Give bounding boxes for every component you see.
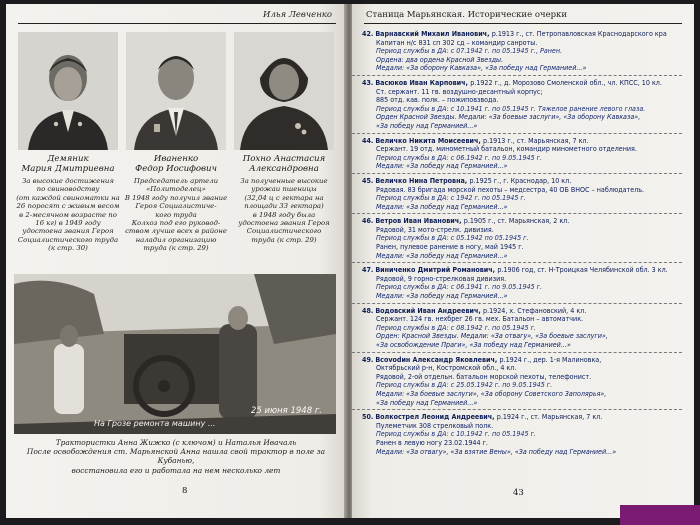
entry-divider (352, 352, 682, 353)
entry-divider (352, 262, 682, 263)
entry-awards: «За победу над Германией...» (376, 397, 478, 407)
entry-name: Величко Никита Моисеевич, (375, 135, 481, 145)
entry-divider (352, 133, 682, 134)
entry-awards: Медали: «За боевые заслуги», «За оборону Советского Заполярья», (376, 388, 607, 398)
entry-number: 49. (362, 354, 374, 364)
entry-service-period: Период службы в ДА: с 10.1942 г. по 05.1945 г. (376, 429, 536, 439)
entry-detail: Рядовой, 9 горно-стрелковая дивизия. (376, 273, 507, 283)
entry-name: Васюков Иван Карпович, (375, 77, 468, 87)
entry-detail: Рядовой, 2-ой отдельн. батальон морской пехоты, телефонист. (376, 371, 592, 381)
entry-service-period: Период службы в ДА: с 08.1942 г. по 05.1945 г. (376, 322, 536, 332)
entry-detail: Ранен, пулевое ранение в ногу, май 1945 г. (376, 242, 524, 252)
entry-detail: Сержант. 124 гв. нехбрег 26 гв. мех. Батальон – автоматчик. (376, 314, 584, 324)
left-head-rule (18, 23, 336, 24)
portrait-photo-demyanik (18, 32, 118, 150)
veteran-entries-list (362, 30, 688, 462)
entry-number: 43. (362, 77, 374, 87)
entry-birth-info: р.1924 г., дер. 1-я Малиновка, (499, 354, 602, 364)
right-page (352, 4, 694, 518)
entry-number: 47. (362, 265, 374, 275)
entry-birth-info: р.1924, х. Стефановский, 4 кл. (483, 305, 587, 315)
portrait-desc-ivanenko: Председатель артели «Политоделец» В 1948 году получил звание Героя Социалистиче- кого труда Колхоз под его руковод- ством лучше всех в районе наладил организацию труда (к стр. 29) (124, 177, 228, 253)
portrait-pokhno (232, 32, 336, 244)
entry-awards: Медали: «За победу над Германией...» (376, 201, 508, 211)
entry-name: Виниченко Дмитрий Романович, (375, 265, 496, 275)
portrait-row (16, 32, 336, 272)
entry-detail: Ранен в левую ногу 23.02.1944 г. (376, 437, 488, 447)
entry-number: 48. (362, 305, 374, 315)
portrait-name-demyanik: Демяник Мария Дмитриевна (21, 154, 115, 174)
tractor-photo-caption: Трактористки Анна Жижко (с ключом) и Наталья Ивачаль После освобождения ст. Марьянской Анна нашла свой трактор в поле за Кубанью, восстановила его и работала на нем несколько лет (26, 438, 326, 475)
portrait-name-pokhno: Похно Анастасия Александровна (242, 154, 326, 174)
entry-awards: «За освобождение Праги», «За победу над Германией...» (376, 340, 571, 349)
entry-name: Ветров Иван Иванович, (375, 216, 462, 226)
portrait-name-ivanenko: Иваненко Федор Иосифович (135, 154, 217, 174)
entry-service-period: Период службы в ДА: с 1942 г. по 05.1945 г. (376, 193, 526, 203)
entry-service-period: Период службы в ДА: с 07.1942 г. по 05.1945 г., Ранен. (376, 46, 563, 56)
right-head-rule (364, 23, 682, 24)
entry-service-period: Период службы в ДА: с 05.1942 по 05.1945 г. (376, 233, 529, 243)
entry-number: 46. (362, 216, 374, 226)
veteran-entry (362, 217, 688, 260)
entry-number: 42. (362, 29, 374, 38)
veteran-entry (362, 177, 688, 211)
entry-service-period: Период службы в ДА: с 10.1941 г. по 05.1945 г. Тяжелое ранение левого глаза. (376, 103, 646, 113)
entry-awards: Медали: «За оборону Кавказа», «За победу над Германией...» (376, 63, 587, 73)
entry-detail: Ст. сержант. 11 гв. воздушно-десантный корпус; (376, 86, 543, 96)
entry-divider (352, 173, 682, 174)
portrait-photo-ivanenko (126, 32, 226, 150)
entry-awards: Медали: «За победу над Германией...» (376, 161, 508, 171)
photo-date: 25 июня 1948 г. (250, 406, 322, 416)
left-page-number: 8 (182, 486, 188, 496)
entry-awards: Медали: «За победу над Германией...» (376, 250, 508, 260)
entry-birth-info: р.1924 г., ст. Марьянская, 7 кл. (496, 412, 603, 422)
portrait-photo-pokhno (234, 32, 334, 150)
entry-awards: Медали: «За победу над Германией...» (376, 291, 508, 301)
portrait-demyanik (16, 32, 120, 253)
entry-divider (352, 409, 682, 410)
entry-detail: Сержант. 19 отд. минометный батальон, командир минометного отделения. (376, 144, 637, 154)
entry-name: Величко Нина Петровна, (375, 175, 468, 185)
veteran-entry (362, 307, 688, 350)
entry-name: Волкострел Леонид Андреевич, (375, 412, 495, 422)
right-page-number: 43 (513, 488, 524, 498)
entry-divider (352, 303, 682, 304)
entry-name: Варнавский Михаил Иванович, (375, 29, 490, 38)
left-page (6, 4, 346, 518)
portrait-desc-demyanik: За высокие достижения по свиноводству (от каждой свиноматки на 26 поросят с живым весом в 2-месячном возрасте по 16 кг) в 1949 году удостоена звания Героя Социалистического труда (к стр. 30) (16, 177, 120, 253)
veteran-entry (362, 413, 688, 456)
entry-service-period: Период службы в ДА: с 25.05.1942 г. по 9.05.1945 г. (376, 380, 553, 390)
entry-detail: Рядовой, 31 мото-стрелк. дивизия. (376, 224, 494, 234)
veteran-entry (362, 79, 688, 131)
entry-birth-info: р.1906 год, ст. Н-Троицкая Челябинской обл. 3 кл. (497, 265, 668, 275)
veteran-entry (362, 356, 688, 408)
veteran-entry (362, 137, 688, 171)
entry-name: Водовский Иван Андреевич, (375, 305, 481, 315)
entry-number: 50. (362, 412, 374, 422)
entry-birth-info: р.1905 г., ст. Марьянская, 2 кл. (463, 216, 570, 226)
entry-awards: Орден: Красной Звезды. Медали: «За отвагу», «За боевые заслуги», (376, 331, 608, 341)
entry-detail: Пулеметчик 308 стрелковый полк. (376, 420, 494, 430)
entry-service-period: Период службы в ДА: с 06.1941 г. по 9.05.1945 г. (376, 282, 543, 292)
entry-birth-info: р.1925 г., г. Краснодар, 10 кл. (469, 175, 572, 185)
right-running-head: Станица Марьянская. Исторические очерки (366, 10, 568, 20)
entry-detail: 885 отд. кав. полк. – пожиповзвода. (376, 95, 499, 105)
veteran-entry (362, 266, 688, 300)
entry-birth-info: р.1922 г., д. Морозово Смоленской обл., чл. КПСС, 10 кл. (470, 77, 662, 87)
portrait-ivanenko (124, 32, 228, 253)
left-running-head: Илья Левченко (263, 10, 332, 20)
corner-color-tab (620, 505, 700, 525)
entry-name: Вcovodин Александр Яковлевич, (375, 354, 498, 364)
entry-birth-info: р.1913 г., ст. Марьянская, 7 кл. (483, 135, 589, 145)
entry-number: 44. (362, 135, 374, 145)
entry-awards: Медали: «За отвагу», «За взятие Вены», «За победу над Германией...» (376, 446, 617, 456)
entry-awards: Ордена: два ордена Красной Звезды. (376, 54, 504, 64)
entry-detail: Рядовая. 83 бригада морской пехоты – медсестра, 40 ОБ ВНОС – наблюдатель. (376, 184, 645, 194)
photo-inscription: На Грозе ремонта машину ... (94, 419, 216, 428)
portrait-desc-pokhno: За полученные высокие урожаи пшеницы (32,04 ц с гектара на площади 33 гектара) в 1948 году была удостоена звания Героя Социалистического труда (к стр. 29) (238, 177, 330, 244)
entry-divider (352, 213, 682, 214)
veteran-entry (362, 30, 688, 73)
entry-awards: «За победу над Германией...» (376, 120, 478, 130)
entry-birth-info: р.1913 г., ст. Петропавловская Краснодарского кра (491, 29, 667, 38)
entry-service-period: Период службы в ДА: с 06.1942 г. по 9.05.1945 г. (376, 152, 543, 162)
entry-awards: Орден Красной Звезды. Медали: «За боевые заслуги», «За оборону Кавказа», (376, 112, 641, 122)
entry-detail: Капитан н/с 831 сп 302 сд – командир санроты. (376, 37, 538, 47)
entry-detail: Октябрьский р-н, Костромской обл., 4 кл. (376, 363, 517, 373)
entry-divider (352, 75, 682, 76)
entry-number: 45. (362, 175, 374, 185)
tractor-photo (14, 274, 336, 434)
